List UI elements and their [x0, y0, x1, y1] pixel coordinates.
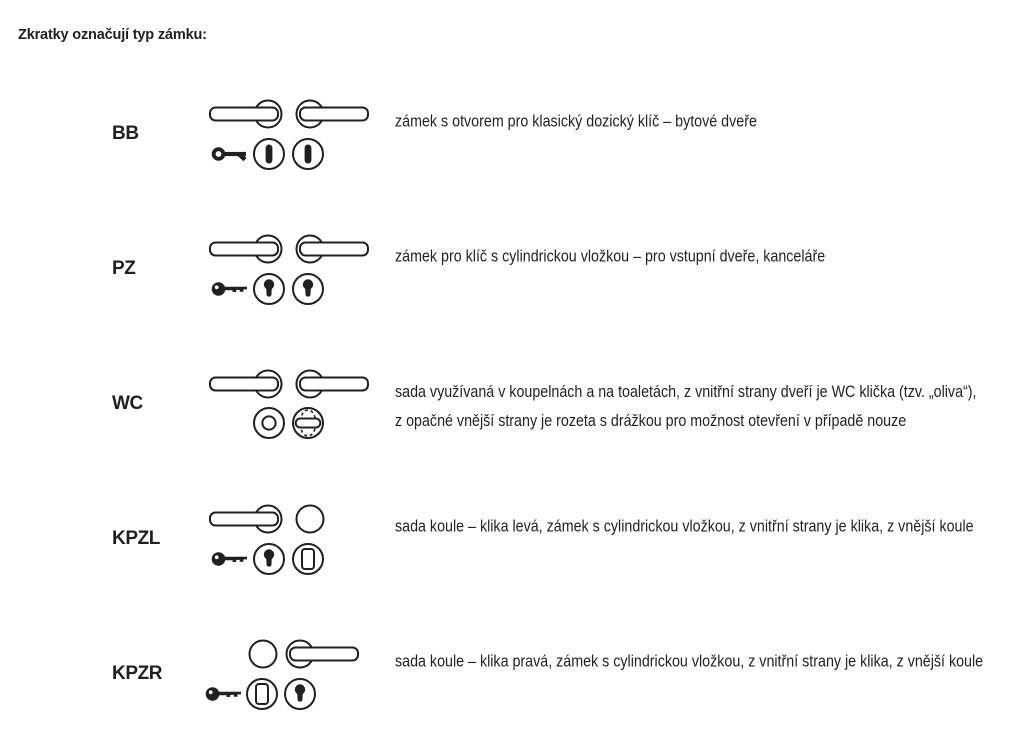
lock-description — [395, 242, 825, 271]
lever-handle-left-icon — [210, 506, 282, 533]
lever-handle-left-icon — [210, 371, 282, 398]
lock-description — [395, 647, 983, 676]
lever-handle-right-icon — [297, 101, 369, 128]
lock-code: KPZL — [112, 528, 161, 549]
description-line: sada využívaná v koupelnách a na toaletách, z vnitřní strany dveří je WC klička (tzv. „oliva“), — [395, 382, 977, 401]
lock-type-row-kpzl — [0, 503, 1011, 575]
description-line: sada koule – klika pravá, zámek s cylindrickou vložkou, z vnitřní strany je klika, z vnější koule — [395, 651, 984, 671]
lock-code: WC — [112, 393, 143, 414]
lock-code: BB — [112, 123, 139, 144]
pz-lockset-diagram — [208, 233, 378, 307]
classic-key-icon — [212, 147, 247, 161]
lock-type-row-wc — [0, 368, 1011, 440]
wc-turn-knob-rosette-icon — [293, 408, 323, 438]
wc-lockset-diagram — [208, 368, 378, 442]
blind-rosette-icon — [247, 679, 277, 709]
lock-type-row-bb — [0, 98, 1011, 170]
bb-keyhole-rosette-icon — [293, 139, 323, 169]
pz-keyhole-rosette-icon — [254, 544, 284, 574]
pz-keyhole-rosette-icon — [254, 274, 284, 304]
lock-code: KPZR — [112, 663, 163, 684]
lock-type-row-pz — [0, 233, 1011, 305]
lock-description — [395, 107, 757, 136]
kpzr-lockset-diagram — [208, 638, 378, 712]
cylinder-key-icon — [212, 282, 247, 296]
pz-keyhole-rosette-icon — [285, 679, 315, 709]
lever-handle-left-icon — [210, 101, 282, 128]
cylinder-key-icon — [206, 687, 241, 701]
description-line: sada koule – klika levá, zámek s cylindrickou vložkou, z vnitřní strany je klika, z vnější koule — [395, 516, 974, 536]
lever-handle-left-icon — [210, 236, 282, 263]
lock-description — [395, 512, 974, 541]
emergency-groove-rosette-icon — [254, 408, 284, 438]
lever-handle-right-icon — [287, 641, 359, 668]
bb-lockset-diagram — [208, 98, 378, 172]
lock-description — [395, 377, 977, 435]
lock-type-row-kpzr — [0, 638, 1011, 710]
door-knob-icon — [297, 506, 324, 533]
lever-handle-right-icon — [297, 371, 369, 398]
kpzl-lockset-diagram — [208, 503, 378, 577]
description-line: zámek s otvorem pro klasický dozický klíč – bytové dveře — [395, 111, 757, 131]
description-line: zámek pro klíč s cylindrickou vložkou – pro vstupní dveře, kanceláře — [395, 246, 826, 266]
page-title: Zkratky označují typ zámku: — [18, 26, 207, 43]
lock-code: PZ — [112, 258, 136, 279]
bb-keyhole-rosette-icon — [254, 139, 284, 169]
lever-handle-right-icon — [297, 236, 369, 263]
door-knob-icon — [250, 641, 277, 668]
description-line: z opačné vnější strany je rozeta s drážkou pro možnost otevření v případě nouze — [395, 411, 907, 430]
pz-keyhole-rosette-icon — [293, 274, 323, 304]
blind-rosette-icon — [293, 544, 323, 574]
cylinder-key-icon — [212, 552, 247, 566]
